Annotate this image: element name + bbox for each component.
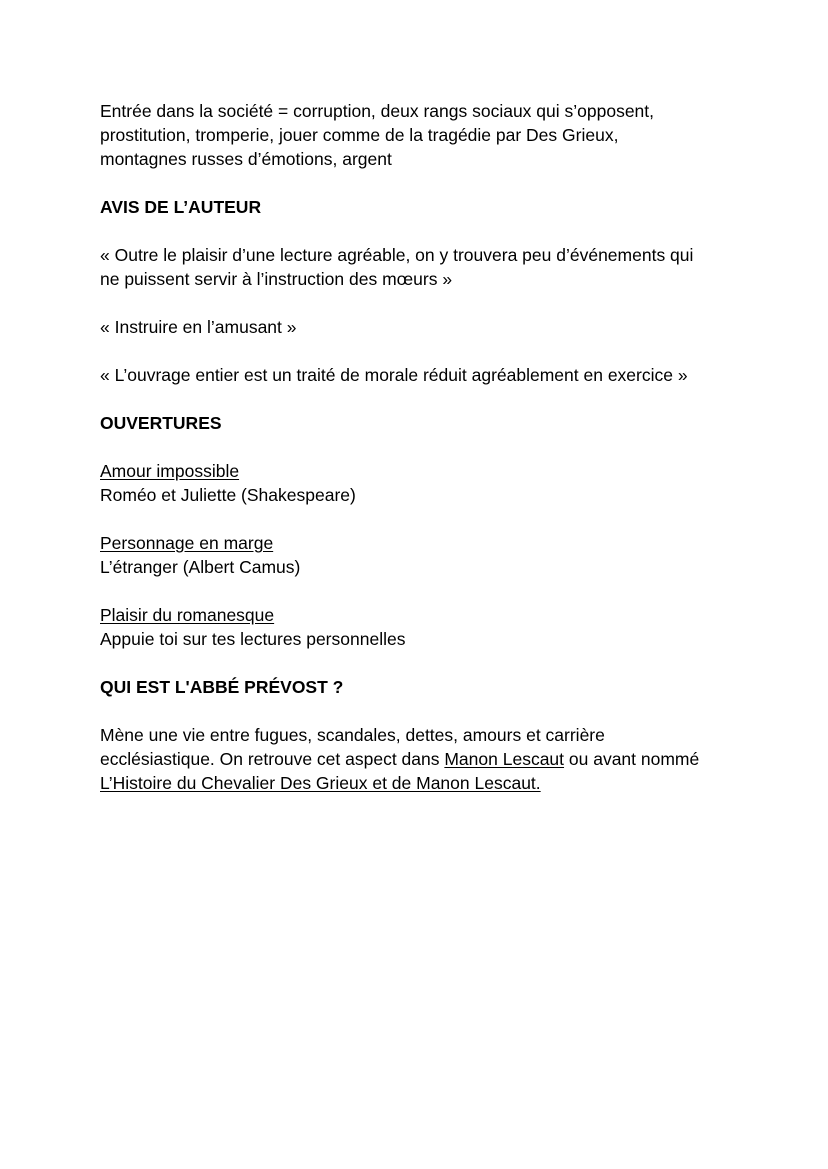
quote-2: « Instruire en l’amusant » bbox=[100, 317, 297, 337]
manon-lescaut-title: Manon Lescaut bbox=[444, 749, 565, 769]
quote-1-line-2: ne puissent servir à l’instruction des mœurs » bbox=[100, 269, 453, 289]
ouverture-text-3: Appuie toi sur tes lectures personnelles bbox=[100, 629, 406, 649]
histoire-chevalier-title: L’Histoire du Chevalier Des Grieux et de Manon Lescaut. bbox=[100, 773, 541, 793]
prevost-line-1: Mène une vie entre fugues, scandales, dettes, amours et carrière bbox=[100, 725, 605, 745]
ouverture-title-2: Personnage en marge bbox=[100, 533, 274, 553]
quote-1 bbox=[100, 243, 760, 291]
ouverture-text-2: L’étranger (Albert Camus) bbox=[100, 557, 301, 577]
ouverture-title-3: Plaisir du romanesque bbox=[100, 605, 275, 625]
intro-line-1: Entrée dans la société = corruption, deux rangs sociaux qui s’opposent, bbox=[100, 101, 655, 121]
prevost-line-2-after: ou avant nommé bbox=[564, 749, 700, 769]
heading-abbe-prevost: QUI EST L'ABBÉ PRÉVOST ? bbox=[100, 677, 344, 697]
prevost-line-2 bbox=[100, 747, 760, 771]
heading-avis-auteur: AVIS DE L’AUTEUR bbox=[100, 197, 262, 217]
quote-1-line-1: « Outre le plaisir d’une lecture agréable, on y trouvera peu d’événements qui bbox=[100, 245, 694, 265]
heading-ouvertures: OUVERTURES bbox=[100, 413, 222, 433]
ouverture-item-2 bbox=[100, 531, 760, 579]
ouverture-item-3 bbox=[100, 603, 760, 651]
intro-line-3: montagnes russes d’émotions, argent bbox=[100, 149, 392, 169]
ouverture-title-1: Amour impossible bbox=[100, 461, 240, 481]
intro-paragraph bbox=[100, 99, 760, 171]
prevost-line-2-before: ecclésiastique. On retrouve cet aspect dans bbox=[100, 749, 445, 769]
quote-3: « L’ouvrage entier est un traité de morale réduit agréablement en exercice » bbox=[100, 365, 688, 385]
intro-line-2: prostitution, tromperie, jouer comme de la tragédie par Des Grieux, bbox=[100, 125, 619, 145]
ouverture-item-1 bbox=[100, 459, 760, 507]
ouverture-text-1: Roméo et Juliette (Shakespeare) bbox=[100, 485, 356, 505]
prevost-paragraph bbox=[100, 723, 760, 795]
document-page bbox=[100, 99, 760, 819]
